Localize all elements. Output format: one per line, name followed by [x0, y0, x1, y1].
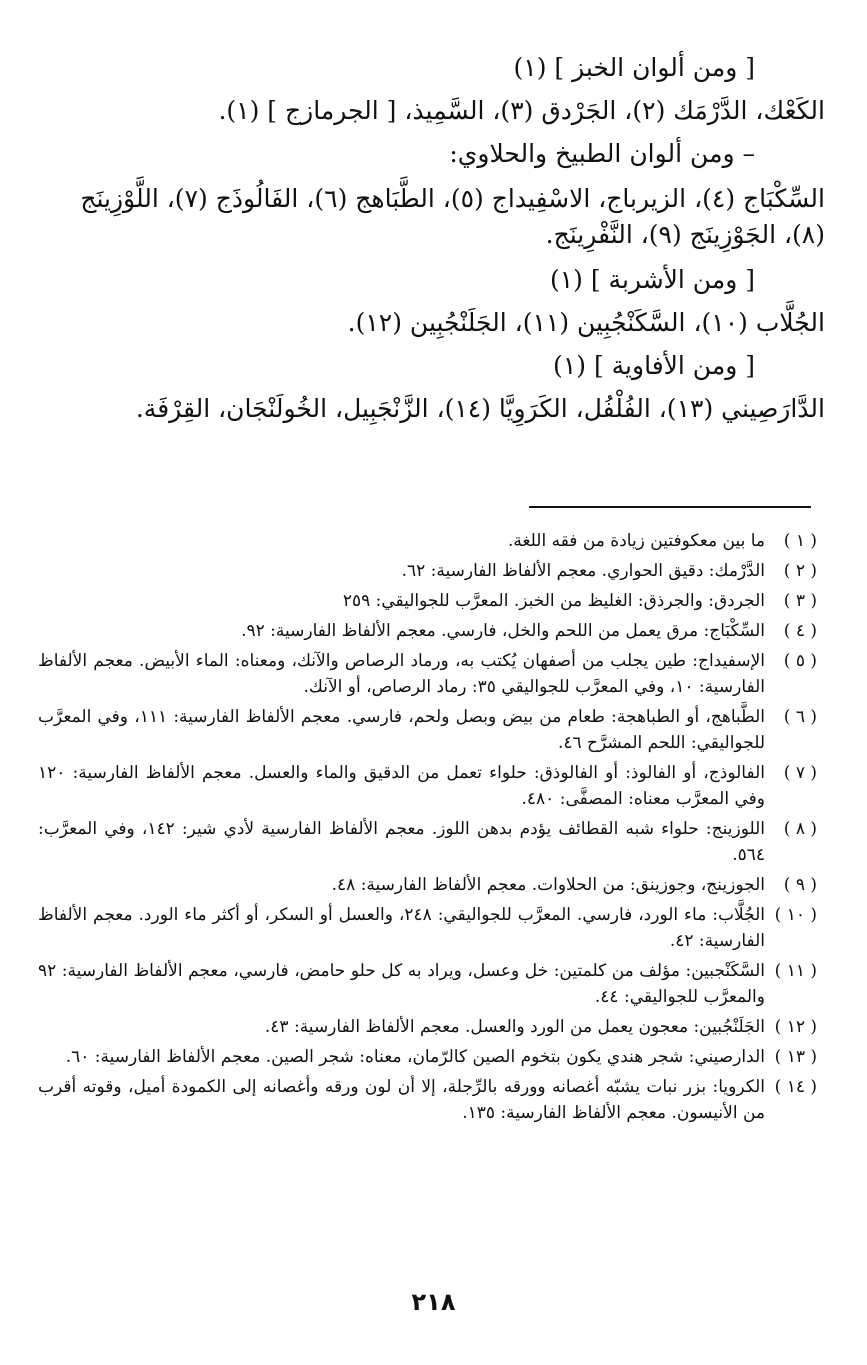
footnote-text: الدَّرْمك: دقيق الحواري. معجم الألفاظ الفارسية: ٦٢.: [401, 561, 765, 581]
footnote-number: ( ١١ ): [774, 961, 817, 981]
footnote-number: ( ٢ ): [783, 561, 817, 581]
footnote-text: الجُلَّاب: ماء الورد، فارسي. المعرَّب للجواليقي: ٢٤٨، والعسل أو السكر، أو أكثر ماء الورد. معجم الألفاظ الفارسية: ٤٢.: [38, 905, 765, 951]
list-bread: الكَعْك، الدَّرْمَك (٢)، الجَرْدق (٣)، السَّمِيذ، [ الجرمازج ] (١).: [218, 96, 825, 125]
footnote-text: الجوزينج، وجوزينق: من الحلاوات. معجم الألفاظ الفارسية: ٤٨.: [331, 875, 765, 895]
footnote-text: الإسفيداج: طين يجلب من أصفهان يُكتب به، ورماد الرصاص والآنك، ومعناه: الماء الأبيض. معجم الألفاظ الفارسية: ١٠، وفي المعرَّب للجواليقي ٣٥: رماد الرصاص، أو الآنك.: [38, 651, 765, 697]
heading-bread: [ ومن ألوان الخبز ] (١): [513, 53, 755, 82]
footnote-text: الدارصيني: شجر هندي يكون بتخوم الصين كالرّمان، معناه: شجر الصين. معجم الألفاظ الفارسية: ٦٠.: [65, 1047, 765, 1067]
footnote-text: الفالوذج، أو الفالوذ: أو الفالوذق: حلواء تعمل من الدقيق والماء والعسل. معجم الألفاظ الفارسية: ١٢٠ وفي المعرَّب معناه: المصفَّى: ٤٨٠.: [38, 763, 765, 809]
heading-drinks: [ ومن الأشربة ] (١): [549, 265, 755, 294]
footnote-text: الطَّباهج، أو الطباهجة: طعام من بيض وبصل ولحم، فارسي. معجم الألفاظ الفارسية: ١١١، وفي المعرَّب للجواليقي: اللحم المشرَّح ٤٦.: [38, 707, 766, 753]
footnote: [38, 1074, 817, 1126]
footnote: [38, 1014, 817, 1040]
footnote-number: ( ٤ ): [783, 621, 817, 641]
footnote: [38, 588, 817, 614]
main-text: [42, 52, 825, 425]
footnote: [38, 760, 817, 812]
footnote-number: ( ٧ ): [783, 763, 817, 783]
footnote-number: ( ١٤ ): [774, 1077, 817, 1097]
footnote: [38, 528, 817, 554]
list-spices: الدَّارَصِيني (١٣)، الفُلْفُل، الكَرَوِيَّا (١٤)، الزَّنْجَبِيل، الخُولَنْجَان، القِرْفَة.: [135, 394, 825, 423]
footnote-number: ( ٦ ): [783, 707, 817, 727]
footnote-number: ( ١ ): [783, 531, 817, 551]
footnote-text: الكرويا: بزر نبات يشبّه أغصانه وورقه بالرِّجلة، إلا أن لون ورقه وأغصانه إلى الكمودة أميل، وقوته أقرب من الأنيسون. معجم الألفاظ الفارسية: ١٣٥.: [38, 1077, 765, 1123]
footnote-number: ( ٩ ): [783, 875, 817, 895]
footnote-text: الجَلَنْجُبين: معجون يعمل من الورد والعسل. معجم الألفاظ الفارسية: ٤٣.: [264, 1017, 765, 1037]
footnote-number: ( ١٣ ): [774, 1047, 817, 1067]
footnote-text: السَّكَنْجبين: مؤلف من كلمتين: خل وعسل، ويراد به كل حلو حامض، فارسي، معجم الألفاظ الفارسية: ٩٢ والمعرَّب للجواليقي: ٤٤.: [38, 961, 765, 1007]
footnote: [38, 902, 817, 954]
footnote-number: ( ١٠ ): [774, 905, 817, 925]
page-number: ٢١٨: [411, 1288, 456, 1316]
heading-dishes: – ومن ألوان الطبيخ والحلاوي:: [449, 139, 755, 168]
footnote: [38, 1044, 817, 1070]
footnote-number: ( ٨ ): [783, 819, 817, 839]
footnote-number: ( ١٢ ): [774, 1017, 817, 1037]
footnote-number: ( ٥ ): [783, 651, 817, 671]
footnote-number: ( ٣ ): [783, 591, 817, 611]
footnote-text: الجردق: والجرذق: الغليظ من الخبز. المعرَّب للجواليقي: ٢٥٩: [342, 591, 765, 611]
footnote-separator: [529, 506, 811, 508]
heading-spices: [ ومن الأفاوية ] (١): [553, 351, 755, 380]
footnote-text: ما بين معكوفتين زيادة من فقه اللغة.: [507, 531, 765, 551]
footnote: [38, 618, 817, 644]
footnote-text: السِّكْبَاج: مرق يعمل من اللحم والخل، فارسي. معجم الألفاظ الفارسية: ٩٢.: [241, 621, 765, 641]
footnote: [38, 816, 817, 868]
list-dishes: السِّكْبَاج (٤)، الزيرباج، الاسْفِيداج (٥)، الطَّبَاهج (٦)، الفَالُوذَج (٧)، اللَّوْزِينَج (٨)، الجَوْزِينَج (٩)، النَّفْرِينَج.: [80, 184, 825, 249]
footnote: [38, 958, 817, 1010]
footnotes: [38, 528, 817, 1130]
footnote: [38, 558, 817, 584]
footnote: [38, 872, 817, 898]
footnote: [38, 648, 817, 700]
footnote: [38, 704, 817, 756]
footnote-text: اللوزينج: حلواء شبه القطائف يؤدم بدهن اللوز. معجم الألفاظ الفارسية لأدي شير: ١٤٢، وفي المعرَّب: ٥٦٤.: [38, 819, 766, 865]
list-drinks: الجُلَّاب (١٠)، السَّكَنْجُبِين (١١)، الجَلَنْجُبِين (١٢).: [347, 308, 825, 337]
